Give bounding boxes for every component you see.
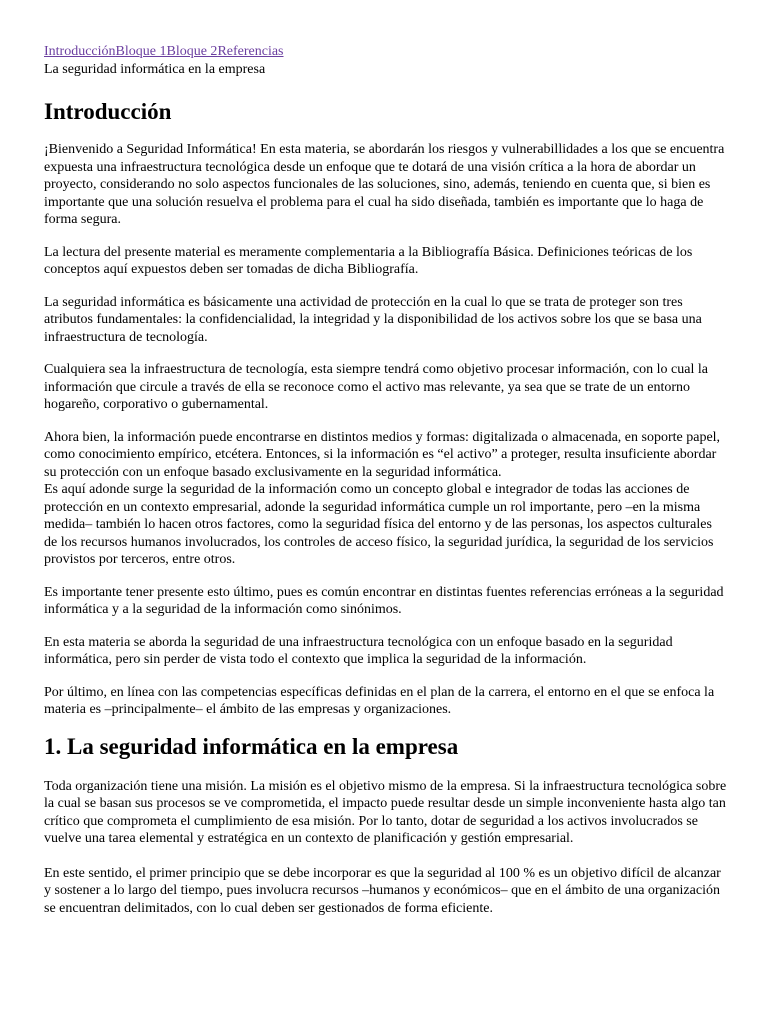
intro-paragraph: ¡Bienvenido a Seguridad Informática! En esta materia, se abordarán los riesgos y vulnerabillidades a los que se encuentra expuesta una infraestructura tecnológica desde un enfoque que te dotará de una visión crítica a la hora de abordar un proyecto, considerando no solo aspectos funcionales de las soluciones, sino, además, teniendo en cuenta que, si bien es importante que una solución resuelva el problema para el cual ha sido diseñada, también es importante que lo haga de forma segura. bbox=[44, 142, 725, 227]
nav-link-bloque-2[interactable]: Bloque 2 bbox=[166, 44, 218, 59]
section-1-paragraph: En este sentido, el primer principio que se debe incorporar es que la seguridad al 100 % es un objetivo difícil de alcanzar y sostener a lo largo del tiempo, pues involucra recursos –humanos y económicos– que en el ámbito de una organización se encuentran delimitados, con lo cual deben ser gestionados de forma eficiente. bbox=[44, 865, 721, 916]
page-subtitle: La seguridad informática en la empresa bbox=[44, 62, 266, 77]
intro-paragraph: Es aquí adonde surge la seguridad de la información como un concepto global e integrador de todas las acciones de protección en un contexto empresarial, adonde la seguridad informática cumple un rol importante, pero –en la misma medida– también lo hacen otros factores, como la seguridad física del entorno y de las personas, los aspectos culturales de los recursos humanos involucrados, los controles de acceso físico, la seguridad jurídica, la seguridad de los servicios provistos por terceros, entre otros. bbox=[44, 482, 714, 567]
section-1-heading: 1. La seguridad informática en la empresa bbox=[44, 733, 459, 759]
document-content bbox=[44, 43, 727, 917]
intro-paragraph: Por último, en línea con las competencias específicas definidas en el plan de la carrera, el entorno en el que se enfoca la materia es –principalmente– el ámbito de las empresas y organizaciones. bbox=[44, 684, 715, 717]
intro-paragraph: Es importante tener presente esto último, pues es común encontrar en distintas fuentes referencias erróneas a la seguridad informática y a la seguridad de la información como sinónimos. bbox=[44, 584, 724, 617]
intro-paragraph: La seguridad informática es básicamente una actividad de protección en la cual lo que se trata de proteger son tres atributos fundamentales: la confidencialidad, la integridad y la disponibilidad de los activos sobre los que se basa una infraestructura de tecnología. bbox=[44, 294, 702, 345]
nav-link-bloque-1[interactable]: Bloque 1 bbox=[115, 44, 167, 59]
intro-paragraph: Cualquiera sea la infraestructura de tecnología, esta siempre tendrá como objetivo procesar información, con lo cual la información que circule a través de ella se reconoce como el activo mas relevante, ya sea que se trate de un entorno hogareño, corporativo o gubernamental. bbox=[44, 362, 708, 412]
intro-paragraph: La lectura del presente material es meramente complementaria a la Bibliografía Básica. Definiciones teóricas de los conceptos aquí expuestos deben ser tomadas de dicha Bibliografía. bbox=[44, 244, 693, 277]
nav-link-introduccion[interactable]: Introducción bbox=[44, 44, 116, 59]
nav-link-referencias[interactable]: Referencias bbox=[217, 44, 284, 59]
section-1-paragraph: Toda organización tiene una misión. La misión es el objetivo mismo de la empresa. Si la infraestructura tecnológica sobre la cual se basan sus procesos se ve comprometida, el impacto puede resultar desde un simple inconveniente hasta algo tan crítico que comprometa el cumplimiento de esa misión. Por lo tanto, dotar de seguridad a los activos involucrados se vuelve una tarea elemental y estratégica en un contexto de planificación y gestión empresarial. bbox=[44, 778, 727, 846]
intro-paragraph: En esta materia se aborda la seguridad de una infraestructura tecnológica con un enfoque basado en la seguridad informática, pero sin perder de vista todo el contexto que implica la seguridad de la información. bbox=[44, 634, 673, 667]
intro-heading: Introducción bbox=[44, 99, 172, 124]
intro-paragraph: Ahora bien, la información puede encontrarse en distintos medios y formas: digitalizada o almacenada, en soporte papel, como conocimiento empírico, etcétera. Entonces, si la información es “el activo” a proteger, resulta insuficiente abordar su protección con un enfoque basado exclusivamente en la seguridad informática. bbox=[44, 429, 721, 480]
breadcrumb-nav bbox=[44, 43, 727, 61]
